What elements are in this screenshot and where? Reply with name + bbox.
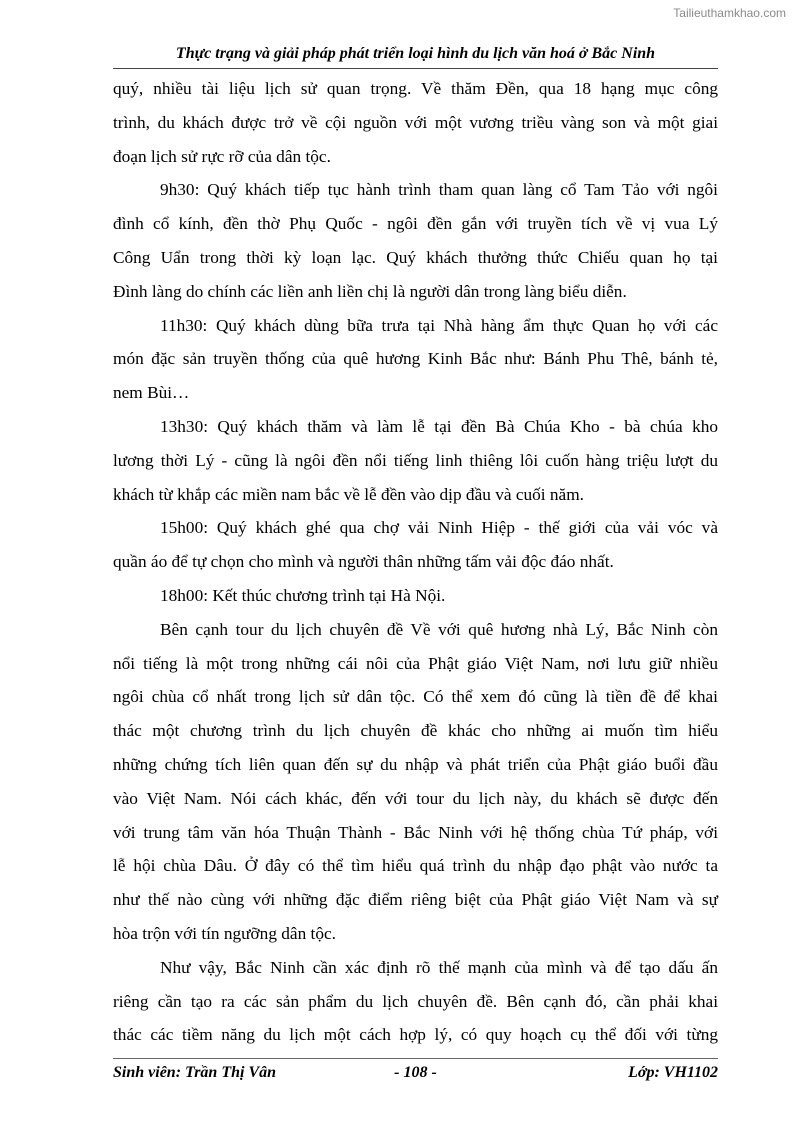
paragraph bbox=[113, 613, 718, 951]
text-line: như thế nào cùng với những đặc điểm riêng biệt của Phật giáo Việt Nam và sự bbox=[113, 890, 718, 910]
text-line: khách từ khắp các miền nam bắc về lễ đền vào dịp đầu và cuối năm. bbox=[113, 484, 584, 504]
paragraph bbox=[113, 309, 718, 410]
text-line: ngôi chùa cổ nhất trong lịch sử dân tộc. Có thể xem đó cũng là tiền đề để khai bbox=[113, 687, 718, 707]
paragraph bbox=[113, 951, 718, 1052]
paragraph bbox=[113, 72, 718, 173]
text-line: 9h30: Quý khách tiếp tục hành trình tham quan làng cổ Tam Tảo với ngôi bbox=[160, 180, 718, 200]
text-line: món đặc sản truyền thống của quê hương Kinh Bắc như: Bánh Phu Thê, bánh tẻ, bbox=[113, 349, 718, 369]
footer-student: Sinh viên: Trần Thị Vân bbox=[113, 1064, 277, 1081]
text-line: Như vậy, Bắc Ninh cần xác định rõ thế mạnh của mình và để tạo dấu ấn bbox=[160, 957, 718, 977]
paragraph bbox=[113, 173, 718, 308]
text-line: Công Uẩn trong thời kỳ loạn lạc. Quý khách thưởng thức Chiếu quan họ tại bbox=[113, 247, 718, 267]
paragraph bbox=[113, 511, 718, 579]
text-line: trình, du khách được trở về cội nguồn với một vương triều vàng son và một giai bbox=[113, 112, 718, 132]
text-line: vào Việt Nam. Nói cách khác, đến với tour du lịch này, du khách sẽ được đến bbox=[113, 788, 718, 808]
page-header: Thực trạng và giải pháp phát triển loại hình du lịch văn hoá ở Bắc Ninh bbox=[113, 44, 718, 69]
text-line: thác một chương trình du lịch chuyên đề khác cho những ai muốn tìm hiểu bbox=[113, 721, 718, 741]
text-line: 18h00: Kết thúc chương trình tại Hà Nội. bbox=[160, 585, 446, 605]
text-line: 11h30: Quý khách dùng bữa trưa tại Nhà hàng ẩm thực Quan họ với các bbox=[160, 315, 718, 335]
text-line: 15h00: Quý khách ghé qua chợ vải Ninh Hiệp - thế giới của vải vóc và bbox=[160, 518, 718, 538]
text-line: riêng cần tạo ra các sản phẩm du lịch chuyên đề. Bên cạnh đó, cần phải khai bbox=[113, 991, 718, 1011]
paragraph bbox=[113, 410, 718, 511]
text-line: quý, nhiều tài liệu lịch sử quan trọng. Về thăm Đền, qua 18 hạng mục công bbox=[113, 79, 718, 98]
footer-class: Lớp: VH1102 bbox=[628, 1064, 718, 1081]
text-line: Bên cạnh tour du lịch chuyên đề Về với quê hương nhà Lý, Bắc Ninh còn bbox=[160, 619, 718, 639]
page-number: - 108 - bbox=[394, 1064, 437, 1081]
text-line: 13h30: Quý khách thăm và làm lễ tại đền Bà Chúa Kho - bà chúa kho bbox=[160, 416, 718, 436]
text-line: đình cổ kính, đền thờ Phụ Quốc - ngôi đền gắn với truyền tích về vị vua Lý bbox=[113, 214, 718, 234]
text-line: với trung tâm văn hóa Thuận Thành - Bắc Ninh với hệ thống chùa Tứ pháp, với bbox=[113, 822, 718, 842]
text-line: lễ hội chùa Dâu. Ở đây có thể tìm hiểu quá trình du nhập đạo phật vào nước ta bbox=[113, 856, 718, 876]
watermark: Tailieuthamkhao.com bbox=[673, 6, 786, 20]
document-body bbox=[113, 72, 718, 1052]
text-line: đoạn lịch sử rực rỡ của dân tộc. bbox=[113, 146, 331, 166]
text-line: nem Bùi… bbox=[113, 383, 190, 403]
paragraph bbox=[113, 579, 718, 613]
text-line: hòa trộn với tín ngưỡng dân tộc. bbox=[113, 923, 336, 943]
text-line: lương thời Lý - cũng là ngôi đền nổi tiếng linh thiêng lôi cuốn hàng triệu lượt du bbox=[113, 450, 718, 470]
text-line: nổi tiếng là một trong những cái nôi của Phật giáo Việt Nam, nơi lưu giữ nhiều bbox=[113, 653, 718, 673]
text-line: thác các tiềm năng du lịch một cách hợp lý, có quy hoạch cụ thể đối với từng bbox=[113, 1025, 718, 1045]
page-footer bbox=[113, 1058, 718, 1085]
text-line: những chứng tích liên quan đến sự du nhập và phát triển của Phật giáo buổi đầu bbox=[113, 754, 718, 774]
text-line: Đình làng do chính các liền anh liền chị là người dân trong làng biểu diễn. bbox=[113, 281, 627, 301]
text-line: quần áo để tự chọn cho mình và người thân những tấm vải độc đáo nhất. bbox=[113, 552, 614, 572]
